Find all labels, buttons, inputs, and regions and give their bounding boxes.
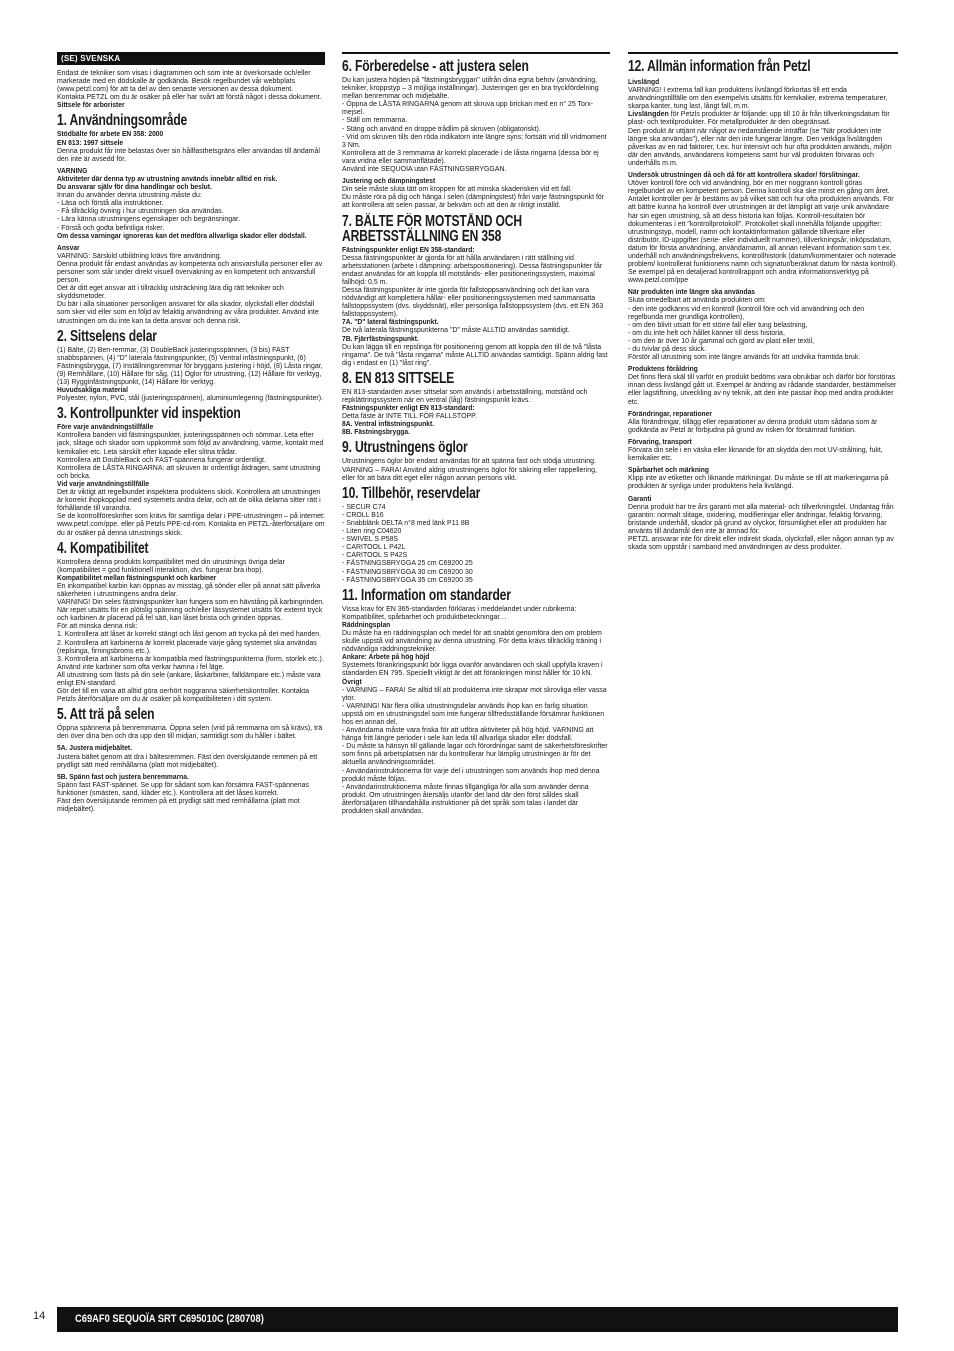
s12-heading-3: När produkten inte längre ska användas <box>628 287 756 297</box>
column-top-rule <box>342 52 610 54</box>
s12-text-1b: för Petzls produkter är följande: upp till 10 år från tillverkningsdatum för plast- och textilprodukter. För metallprodukter är den obegränsad. Den produkt är uttjänt när något av nedanstående inträffar (se "När produkten inte längre ska användas"), eller när den inte fungerar längre. Den verkliga livslängden påverkas av en rad faktorer, t.ex. hur intensivt och hur ofta produkten används, miljön där den används, användarens kompetens samt hur väl produkten förvaras och underhålls m.m. <box>628 109 892 167</box>
intro-subtitle: Sittsele för arborister <box>57 100 125 110</box>
s12-lifespan-bold: Livslängden <box>628 109 669 119</box>
section-10-title: 10. Tillbehör, reservdelar <box>342 484 481 502</box>
s12-text-2: Utöver kontroll före och vid användning, bör en mer noggrann kontroll göras regelbundet av en kompetent person. Denna kontroll ska ske minst en gång om året. Antalet kontroller per år bestäms av på vilket sätt och hur ofta produkten används. För att bättre kunna ha kontroll över utrustningen är det lämpligt att varje unik användare har sin egen utrustning, så att dess historia kan följas. Kontroll-resultaten bör dokumenteras i ett "kontrollprotokoll". Protokollet skall innehålla följande uppgifter: utrustningstyp, modell, namn och kontaktinformation gällande tillverkare eller distributör, ID-uppgifter (serie- eller individuellt nummer), tillverkningsår, inköpsdatum, datum för första användning, användarnamn, all annan relevant information som t.ex. underhåll och användningsfrekvens, kontrollhistorik (datum/kommentarer och noterade problem/ kontrollerat funktionens namn och signatur/beräknat datum för nästa kontroll). Se exempel på en detaljerad kontrollrapport och andra informationsverktyg på www.petzl.com/ppe <box>628 178 898 285</box>
section-1-title: 1. Användningsområde <box>57 112 188 130</box>
section-11-title: 11. Information om standarder <box>342 586 511 604</box>
intro-text: Endast de tekniker som visas i diagrammen och som inte är överkorsade och/eller markerade med en dödskalle är godkända. Besök regelbundet vår webbplats (www.petzl.com) för att ta del av den senaste versionen av dessa dokument. Kontakta PETZL om du är osäker på eller har svårt att förstå något i dessa dokument. <box>57 68 322 102</box>
s11-text-3: Systemets förankringspunkt bör ligga ovanför användaren och skall uppfylla kraven i standarden EN 795. Speciellt viktigt är det att förankringen minst håller för 10 kN. <box>342 660 603 678</box>
s12-text-3: Sluta omedelbart att använda produkten om: - den inte godkänns vid en kontroll (kontroll före och vid användning och den regelbunda mer grundliga kontrollen), - om den blivit utsatt för ett större fall eller tung belastning, - om du inte helt och hållet känner till dess historia, - om den är över 10 år gammal och gjord av plast eller textil, - du tvivlar på dess skick. Förstör all utrustning som inte längre används för att undvika framtida bruk. <box>628 295 865 362</box>
s12-text-5: Alla förändringar, tillägg eller reparationer av denna produkt utom sådana som är godkända av Petzl är förbjudna på grund av risken för försämrad funktion. <box>628 416 878 434</box>
s3-text-1: Kontrollera banden vid fästningspunkter, justeringsspännen och sömmar. Leta efter jack, slitage och skador som uppkommit som följd av användning, värme, kontakt med kemikalier etc. Leta särskilt efter kapade eller slitna trådar. Kontrollera att DoubleBack och FAST-spännena fungerar ordentligt. Kontrollera de LÅSTA RINGARNA: att skruven är ordentligt åtdragen, samt utrustning och bricka. <box>57 430 324 480</box>
page-number: 14 <box>33 1310 46 1322</box>
s12-text-8: Denna produkt har tre års garanti mot alla material- och tillverkningsfel. Undantag från garantin: normalt slitage, oxidering, modifieringar eller ändringar, felaktig förvaring, bristande underhåll, skador på grund av olyckor, försumlighet eller att produkten har använts till ändamål den inte är ämnad för. PETZL ansvarar inte för direkt eller indirekt skada, olycksfall, eller någon annan typ av skada som uppstår i samband med användningen av dess produkter. <box>628 501 894 552</box>
s7-text-1: Dessa fästningspunkter är gjorda för att hålla användaren i rätt ställning vid arbetsstationen (arbete i dämpning: arbetspositionering). Dessa fästningspunkter får endast användas för att koppla till motstånds- eller positioneringssystem, maximal fallhöjd: 0,5 m. Dessa fästningspunkter är inte gjorda för fallstoppsanvändning och det kan vara nödvändigt att komplettera hållar- eller positioneringssystemen med sammansatta fallstoppssystem (dvs. skyddsnät), eller personliga fallstoppssystem (dvs. ett EN 363 fallstoppssystem). <box>342 252 604 319</box>
document-reference: C69AF0 SEQUOÏA SRT C695010C (280708) <box>75 1313 264 1325</box>
s3-text-2: Det är viktigt att regelbundet inspektera produktens skick. Kontrollera att utrustningen är korrekt ihopkopplad med systemets andra delar, och att de olika delarna sitter rätt i förhållande till varandra. Se de kontrollföreskrifter som krävs för samtliga delar i PPE-utrustningen – på internet: www.petzl.com/ppe. eller på Petzls PPE-cd-rom. Kontakta en PETZL-återförsäljare om du är osäker på denna utrustnings skick. <box>57 487 325 537</box>
s4-heading-1: Kompatibilitet mellan fästningspunkt och karbiner <box>57 572 217 582</box>
s12-text-1a-inner: VARNING! I extrema fall kan produktens livslängd förkortas till ett enda användningstillfälle om den exempelvis utsätts för kemikalier, extrema temperaturer, skarpa kanter, tung last, långt fall, m.m. <box>628 85 888 111</box>
s1-text-2: Innan du använder denna utrustning måste du: - Läsa och förstå alla instruktioner. - Få tillräcklig övning i hur utrustningen ska användas. - Lära känna utrustningens egenskaper och begränsningar. - Förstå och godta befintliga risker. <box>57 190 240 232</box>
s7-heading-3: 7B. Fjärrfästningspunkt. <box>342 333 419 343</box>
s1-warning: VARNING Aktiviteter där denna typ av utrustning används innebär alltid en risk. Du ansvarar själv för dina handlingar och beslut. <box>57 165 278 192</box>
s10-parts-list: - SECUR C74 - CROLL B16 - Snabblänk DELTA n°8 med länk P11 8B - Liten ring C04620 - SWIVEL S P58S - CARITOOL L P42L - CARITOOL S P42S - FÄSTNINGSBRYGGA 25 cm C69200 25 - FÄSTNINGSBRYGGA 30 cm C69200 30 - FÄSTNINGSBRYGGA 35 cm C69200 35 <box>342 501 473 584</box>
s1-standards: Stödbälte för arbete EN 358: 2000 EN 813: 1997 sittsele <box>57 129 164 147</box>
s5-heading-2: 5B. Spänn fast och justera benremmarna. <box>57 771 189 781</box>
s12-heading-4: Produktens föråldring <box>628 364 698 374</box>
s11-heading-2: Ankare: Arbete på hög höjd <box>342 652 430 662</box>
section-5-title: 5. Att trä på selen <box>57 706 155 724</box>
s11-heading-1: Räddningsplan <box>342 619 391 629</box>
section-4-title: 4. Kompatibilitet <box>57 539 149 557</box>
s12-heading-1: Livslängd <box>628 77 660 86</box>
s7-text-2: De två laterala fästningspunkterna "D" måste ALLTID användas samtidigt. <box>342 325 570 335</box>
s6-text-2: Din sele måste sluta tätt om kroppen för att minska skaderisken vid ett fall. Du måste röra på dig och hänga i selen (dämpningstest) från varje fästningspunkt för att kontrollera att selen passar, är bekväm och att den är riktigt inställd. <box>342 184 605 210</box>
s12-heading-2: Undersök utrustningen då och då för att kontrollera skador/ förslitningar. <box>628 170 860 180</box>
s11-heading-3: Övrigt <box>342 676 362 686</box>
section-3-title: 3. Kontrollpunkter vid inspektion <box>57 405 241 423</box>
s12-heading-6: Förvaring, transport <box>628 436 692 446</box>
s3-heading-1: Före varje användningstillfälle <box>57 422 154 432</box>
s11-text-1: Vissa krav för EN 365-standarden förklaras i meddelandet under rubrikerna: Kompatibilitet, spårbarhet och produktbeteckningar… <box>342 603 577 621</box>
language-header: (SE) SVENSKA <box>57 52 325 65</box>
s12-heading-7: Spårbarhet och märkning <box>628 465 709 475</box>
s1-responsibility-heading: Ansvar <box>57 242 80 252</box>
s5-text-3: Spänn fast FAST-spännet. Se upp för sådant som kan försämra FAST-spännenas funktioner (smästen, sand, kläder etc.). Kontrollera att det låses korrekt. Fäst den överskjutande remmen på ett prydligt sätt med remhållarna (platt mot midjebältet). <box>57 779 310 814</box>
s2-text-1: (1) Bälte, (2) Ben-remmar, (3) DoubleBack justeringsspännen, (3 bis) FAST snabbspännen, (4) "D" laterala fästningspunkter, (5) Ventral infästningspunkt, (6) Fästningsbrygga, (7) Inställningsremmar för bryggans justering i höjd, (8) Låsta ringar, (9) Remhållare, (10) Hållare för såg, (11) Öglor för utrustning, (12) Hållare för verktyg, (13) Rygginfästningspunkt, (14) Hållare för verktyg. <box>57 344 323 386</box>
s6-heading-1: Justering och dämpningstest <box>342 176 436 186</box>
s2-materials-heading: Huvudsakliga material <box>57 385 128 395</box>
s1-text-1: Denna produkt får inte belastas över sin hållfasthetsgräns eller användas till ändamål den inte är avsedd för. <box>57 145 320 163</box>
s12-text-4: Det finns flera skäl till varför en produkt bedöms vara obrukbar och därför bör förstöras innan dess livslängd gått ut. Exempel är ändring av rådande standarder, bestämmelser eller lagstiftning, utveckling av ny teknik, att den inte passar ihop med andra produkter etc. <box>628 372 897 406</box>
s12-heading-5: Förändringar, reparationer <box>628 408 712 418</box>
s2-text-2: Polyester, nylon, PVC, stål (justeringsspännen), aluminiumlegering (fästningspunkter). <box>57 393 324 403</box>
column-1 <box>57 52 325 813</box>
s12-text-7: Klipp inte av etiketter och liknande märkningar. Du måste se till att markeringarna på produkten är synliga under produktens hela livslängd. <box>628 473 889 491</box>
section-8-title: 8. EN 813 SITTSELE <box>342 369 455 387</box>
s4-text-1: Kontrollera denna produkts kompatibilitet med din utrustnings övriga delar (kompatibilitet = god funktionell interaktion, dvs. fungerar bra ihop). <box>57 556 285 574</box>
s12-text-6: Förvara din sele i en väska eller liknande för att skydda den mot UV-strålning, fukt, kemikalier etc. <box>628 445 883 463</box>
s1-warning-2: Om dessa varningar ignoreras kan det medföra allvarliga skador eller dödsfall. <box>57 230 307 240</box>
section-7-title: 7. BÄLTE FÖR MOTSTÅND OCH ARBETSSTÄLLNING EN 358 <box>342 212 522 245</box>
s9-text-1: Utrustningens öglor bör endast användas för att spänna fast och stödja utrustning. VARNING – FARA! Använd aldrig utrustningens öglor för säkring eller rappellering, eller för att bära ditt eget eller någon annan persons vikt. <box>342 456 597 482</box>
section-2-title: 2. Sittselens delar <box>57 327 157 345</box>
s4-text-2: En inkompatibel karbin kan öppnas av misstag, gå sönder eller på annat sätt påverka säkerheten i utrustningens andra delar. VARNING! Din seles fästningspunkter kan fungera som en hävstång på karbingrinden. När repet utsätts för en plötslig spänning och/eller lässystemet utsätts för externt tryck och karbinen är placerad på fel sätt, kan låset brista och grinden öppnas. För att minska denna risk: 1. Kontrollera att låset är korrekt stängt och låst genom att trycka på det med handen. 2. Kontrollera att karbinerna är korrekt placerade varje gång systemet ska användas (replsinga, firningsbroms etc.). 3. Kontrollera att karbinerna är kompatibla med fästningspunkterna (form, storlek etc.). Använd inte karbiner som ofta verkar hamna i fel läge. All utrustning som fästs på din sele (ankare, låskarbiner, falldämpare etc.) måste vara enligt EN-standard. Gör det till en vana att alltid göra oerhört noggranna säkerhetskontroller. Kontakta Petzls återförsäljare om du är osäker på kompatibiliteten i ditt system. <box>57 580 325 704</box>
s7-heading-2: 7A. "D" lateral fästningspunkt. <box>342 317 439 327</box>
s7-heading-1: Fästningspunkter enligt EN 358-standard: <box>342 244 475 254</box>
s8-text-1: EN 813-standarden avser sittselar som används i arbetsställning, motstånd och repklättringssystem när en ventral (låg) fästningspunkt krävs. <box>342 386 588 404</box>
s5-text-2: Justera bältet genom att dra i bältesremmen. Fäst den överskjutande remmen på ett prydligt sätt med remhållarna (platt mot midjebältet). <box>57 751 318 769</box>
section-12-title: 12. Allmän information från Petzl <box>628 58 811 75</box>
s8-heading-2: 8A. Ventral infästningspunkt. 8B. Fästningsbrygga. <box>342 419 435 437</box>
s12-heading-8: Garanti <box>628 493 652 503</box>
column-top-rule <box>628 52 898 54</box>
footer-bar <box>57 1307 898 1332</box>
s6-text-1: Du kan justera höjden på "fästningsbryggan" utifrån dina egna behov (användning, tekniker, kroppstyp – 3 möjliga inställningar). Justeringen ger en bra tryckfördelning mellan benremmar och midjebälte. - Öppna de LÅSTA RINGARNA genom att skruva upp brickan med en n° 25 Torx-mejsel. - Ställ om remmarna. - Stäng och använd en droppe trådlim på skruven (obligatoriskt). - Vrid om skruven tills den röda indikatorn inte längre syns; fortsätt vrid till vridmoment 3 Nm. Kontrollera att de 3 remmarna är korrekt placerade i de låsta ringarna (dessa bör ej vara vridna eller sammanflätade). Använd inte SEQUOIA utan FÄSTNINGSBRYGGAN. <box>342 75 607 174</box>
section-6-title: 6. Förberedelse - att justera selen <box>342 58 529 75</box>
s8-text-2: Detta fäste är INTE TILL FÖR FALLSTOPP. <box>342 411 477 421</box>
s5-heading-1: 5A. Justera midjebältet. <box>57 743 133 753</box>
s11-text-2: Du måste ha en räddningsplan och medel för att snabbt genomföra den om problem skulle uppstå vid användning av denna utrustning. För detta krävs tillräcklig träning i nödvändiga räddningstekniker. <box>342 627 602 654</box>
section-9-title: 9. Utrustningens öglor <box>342 439 468 457</box>
s12-text-1a <box>628 86 898 167</box>
column-2 <box>342 52 610 815</box>
s3-heading-2: Vid varje användningstillfälle <box>57 478 149 488</box>
s8-heading-1: Fästningspunkter enligt EN 813-standard: <box>342 403 475 413</box>
s1-text-4: VARNING: Särskild utbildning krävs före användning. Denna produkt får endast användas av kompetenta och ansvarsfulla personer eller av personer som står under direkt visuell övervakning av en kompetent och ansvarsfull person. Det är ditt eget ansvar att i tillräcklig utsträckning lära dig rätt tekniker och skyddsmetoder. Du bär i alla situationer personligen ansvaret för alla skador, olycksfall eller dödsfall som sker vid eller som en följd av felaktig användning av våra produkter. Använd inte utrustningen om du inte kan ta detta ansvar och denna risk. <box>57 250 323 325</box>
s11-text-4: - VARNING – FARA! Se alltid till att produkterna inte skrapar mot skrovliga eller vassa ytor. - VARNING! När flera olika utrustningsdelar används ihop kan en farlig situation uppstå om en utrustningsdel som inte fungerar tillfredsställande försämrar funktionen hos en annan del. - Användarna måste vara friska för att utföra aktiviteter på hög höjd. VARNING att hänga fritt längre perioder i sele kan leda till allvarliga skador eller dödsfall. - Du måste ta hänsyn till gällande lagar och förordningar samt de säkerhetsföreskrifter som finns på arbetsplatsen när du kontrollerar hur lämplig utrustningen är för det aktuella användningsområdet. - Användarinstruktionerna för varje del i utrustningen som används ihop med denna produkt måste följas. - Användarinstruktionerna måste finnas tillgängliga för alla som använder denna produkt. Om utrustningen återsäljs utanför det land där den först såldes skall återförsäljaren tillhandahålla instruktioner på det språk som talas i landet där produkten skall användas. <box>342 684 608 816</box>
s7-text-3: Du kan lägga till en repslinga för positionering genom att koppla den till de två "låsta ringarna". De två "låsta ringarna" måste ALLTID användas samtidigt. Spänn aldrig fast dig i endast en (1) "låst ring". <box>342 341 608 367</box>
s5-text-1: Öppna spännena på benremmarna. Öppna selen (vrid på remmarna om så krävs), trä den över dina ben och dra upp den till midjan, samtidigt som du håller i bältet. <box>57 723 323 741</box>
column-3 <box>628 52 898 551</box>
